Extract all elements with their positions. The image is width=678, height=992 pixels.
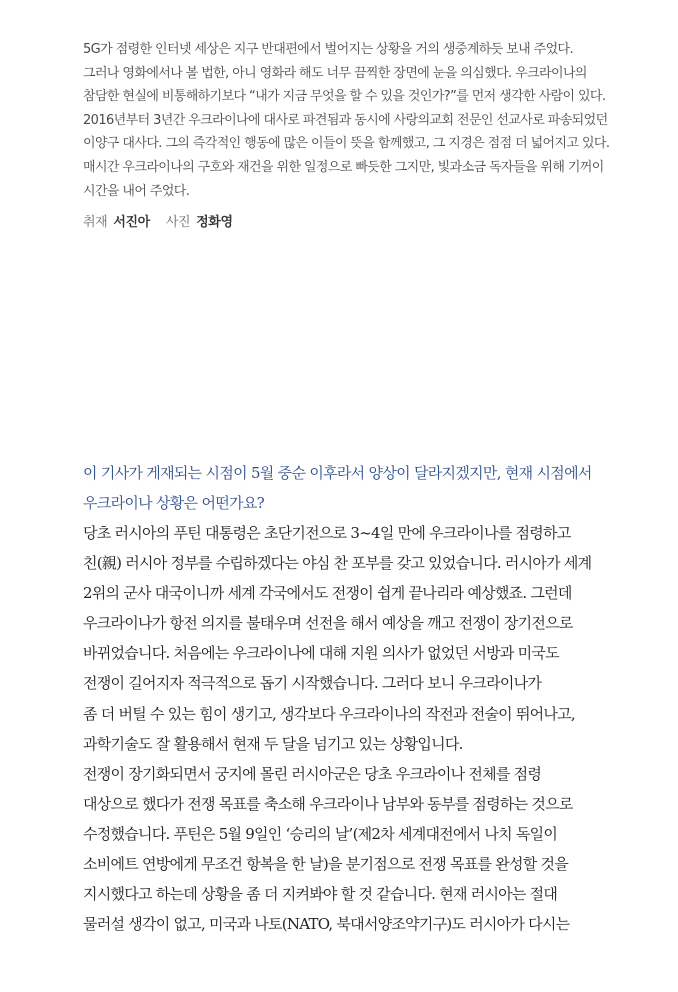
intro-line: 참담한 현실에 비통해하기보다 “내가 지금 무엇을 할 수 있을 것인가?”를 먼저 생각한 사람이 있다. (83, 89, 606, 105)
answer-line: 전쟁이 장기화되면서 궁지에 몰린 러시아군은 당초 우크라이나 전체를 점령 (83, 764, 542, 783)
answer-line: 2위의 군사 대국이니까 세계 각국에서도 전쟁이 쉽게 끝나리라 예상했죠. 그런데 (83, 584, 572, 603)
answer-line: 물러설 생각이 없고, 미국과 나토(NATO, 북대서양조약기구)도 러시아가 다시는 (83, 915, 570, 934)
interview-question (83, 459, 643, 518)
answer-line: 전쟁이 길어지자 적극적으로 돕기 시작했습니다. 그러다 보니 우크라이나가 (83, 674, 542, 693)
reporter-role-label: 취재 (83, 215, 108, 230)
intro-line: 매시간 우크라이나의 구호와 재건을 위한 일정으로 빠듯한 그지만, 빛과소금 독자들을 위해 기꺼이 (83, 159, 604, 175)
answer-line: 바뀌었습니다. 처음에는 우크라이나에 대해 지원 의사가 없었던 서방과 미국도 (83, 644, 559, 663)
answer-line: 친(親) 러시아 정부를 수립하겠다는 야심 찬 포부를 갖고 있었습니다. 러시아가 세계 (83, 554, 592, 573)
answer-line: 지시했다고 하는데 상황을 좀 더 지켜봐야 할 것 같습니다. 현재 러시아는 절대 (83, 885, 558, 904)
article-intro (83, 38, 643, 203)
answer-line: 좀 더 버틸 수 있는 힘이 생기고, 생각보다 우크라이나의 작전과 전술이 뛰어나고, (83, 704, 575, 723)
interview-answer (83, 518, 643, 939)
intro-line: 5G가 점령한 인터넷 세상은 지구 반대편에서 벌어지는 상황을 거의 생중계하듯 보내 주었다. (83, 42, 574, 57)
reporter-name: 서진아 (113, 215, 150, 230)
answer-line: 우크라이나가 항전 의지를 불태우며 선전을 해서 예상을 깨고 전쟁이 장기전으로 (83, 614, 573, 633)
photographer-name: 정화영 (196, 215, 233, 230)
intro-line: 2016년부터 3년간 우크라이나에 대사로 파견됨과 동시에 사랑의교회 전문인 선교사로 파송되었던 (83, 112, 608, 128)
answer-line: 수정했습니다. 푸틴은 5월 9일인 ‘승리의 날’(제2차 세계대전에서 나치 독일이 (83, 824, 558, 843)
intro-line: 시간을 내어 주었다. (83, 183, 190, 199)
photographer-role-label: 사진 (165, 215, 191, 230)
intro-line: 이양구 대사다. 그의 즉각적인 행동에 많은 이들이 뜻을 함께했고, 그 지경은 점점 더 넓어지고 있다. (83, 136, 610, 152)
answer-line: 대상으로 했다가 전쟁 목표를 축소해 우크라이나 남부와 동부를 점령하는 것으로 (83, 794, 573, 813)
intro-line: 그러나 영화에서나 볼 법한, 아니 영화라 해도 너무 끔찍한 장면에 눈을 의심했다. 우크라이나의 (83, 65, 587, 81)
answer-line: 당초 러시아의 푸틴 대통령은 초단기전으로 3~4일 만에 우크라이나를 점령하고 (83, 524, 571, 542)
question-line: 우크라이나 상황은 어떤가요? (83, 493, 264, 512)
answer-line: 과학기술도 잘 활용해서 현재 두 달을 넘기고 있는 상황입니다. (83, 734, 463, 753)
article-credits (83, 211, 233, 230)
question-line: 이 기사가 게재되는 시점이 5월 중순 이후라서 양상이 달라지겠지만, 현재 시점에서 (83, 464, 592, 482)
answer-line: 소비에트 연방에게 무조건 항복을 한 날)을 분기점으로 전쟁 목표를 완성할 것을 (83, 855, 568, 874)
